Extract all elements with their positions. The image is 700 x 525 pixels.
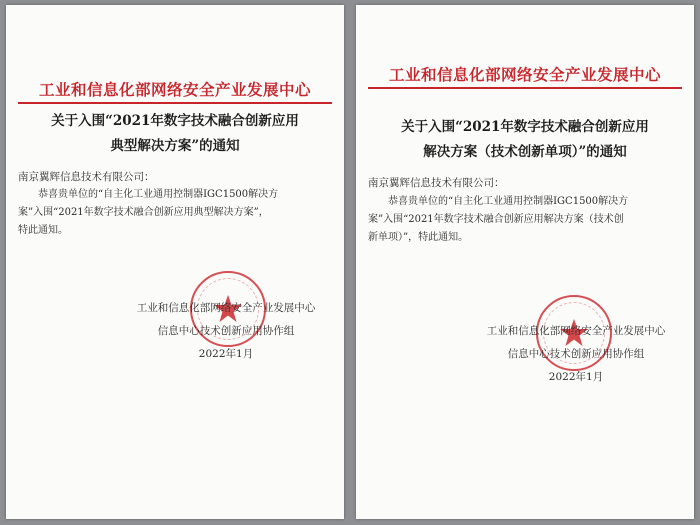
addressee: 南京翼辉信息技术有限公司： xyxy=(18,171,155,183)
notice-body xyxy=(18,186,278,240)
body-line: 案”入围“2021年数字技术融合创新应用典型解决方案”， xyxy=(18,207,269,218)
issuer-title: 工业和信息化部网络安全产业发展中心 xyxy=(38,81,311,99)
signature-date: 2022年1月 xyxy=(198,348,254,360)
header-rule xyxy=(18,102,332,104)
header-rule xyxy=(368,87,682,89)
body-line: 新单项）”，特此通知。 xyxy=(368,232,469,243)
notice-body xyxy=(368,193,628,247)
heading-line: 关于入围“2021年数字技术融合创新应用 xyxy=(401,119,649,135)
issuer-title: 工业和信息化部网络安全产业发展中心 xyxy=(388,66,661,84)
notice-heading xyxy=(6,109,344,159)
heading-line: 关于入围“2021年数字技术融合创新应用 xyxy=(51,113,299,129)
signature-line: 信息中心技术创新应用协作组 xyxy=(157,325,295,337)
signature-line: 信息中心技术创新应用协作组 xyxy=(507,348,645,360)
addressee: 南京翼辉信息技术有限公司： xyxy=(368,177,505,189)
body-line: 恭喜贵单位的“自主化工业通用控制器IGC1500解决方 xyxy=(38,189,279,200)
heading-line: 解决方案（技术创新单项）”的通知 xyxy=(423,144,627,160)
signature-date: 2022年1月 xyxy=(548,371,604,383)
notice-document-left xyxy=(6,5,344,519)
notice-heading xyxy=(356,115,694,165)
heading-line: 典型解决方案”的通知 xyxy=(110,138,240,154)
body-line: 案”入围“2021年数字技术融合创新应用解决方案（技术创 xyxy=(368,214,624,225)
signature-line: 工业和信息化部网络安全产业发展中心 xyxy=(136,302,316,314)
signature-block xyxy=(116,297,336,366)
body-line: 特此通知。 xyxy=(18,225,68,236)
body-line: 恭喜贵单位的“自主化工业通用控制器IGC1500解决方 xyxy=(388,196,629,207)
signature-block xyxy=(466,320,686,389)
signature-line: 工业和信息化部网络安全产业发展中心 xyxy=(486,325,666,337)
notice-document-right xyxy=(356,5,694,519)
